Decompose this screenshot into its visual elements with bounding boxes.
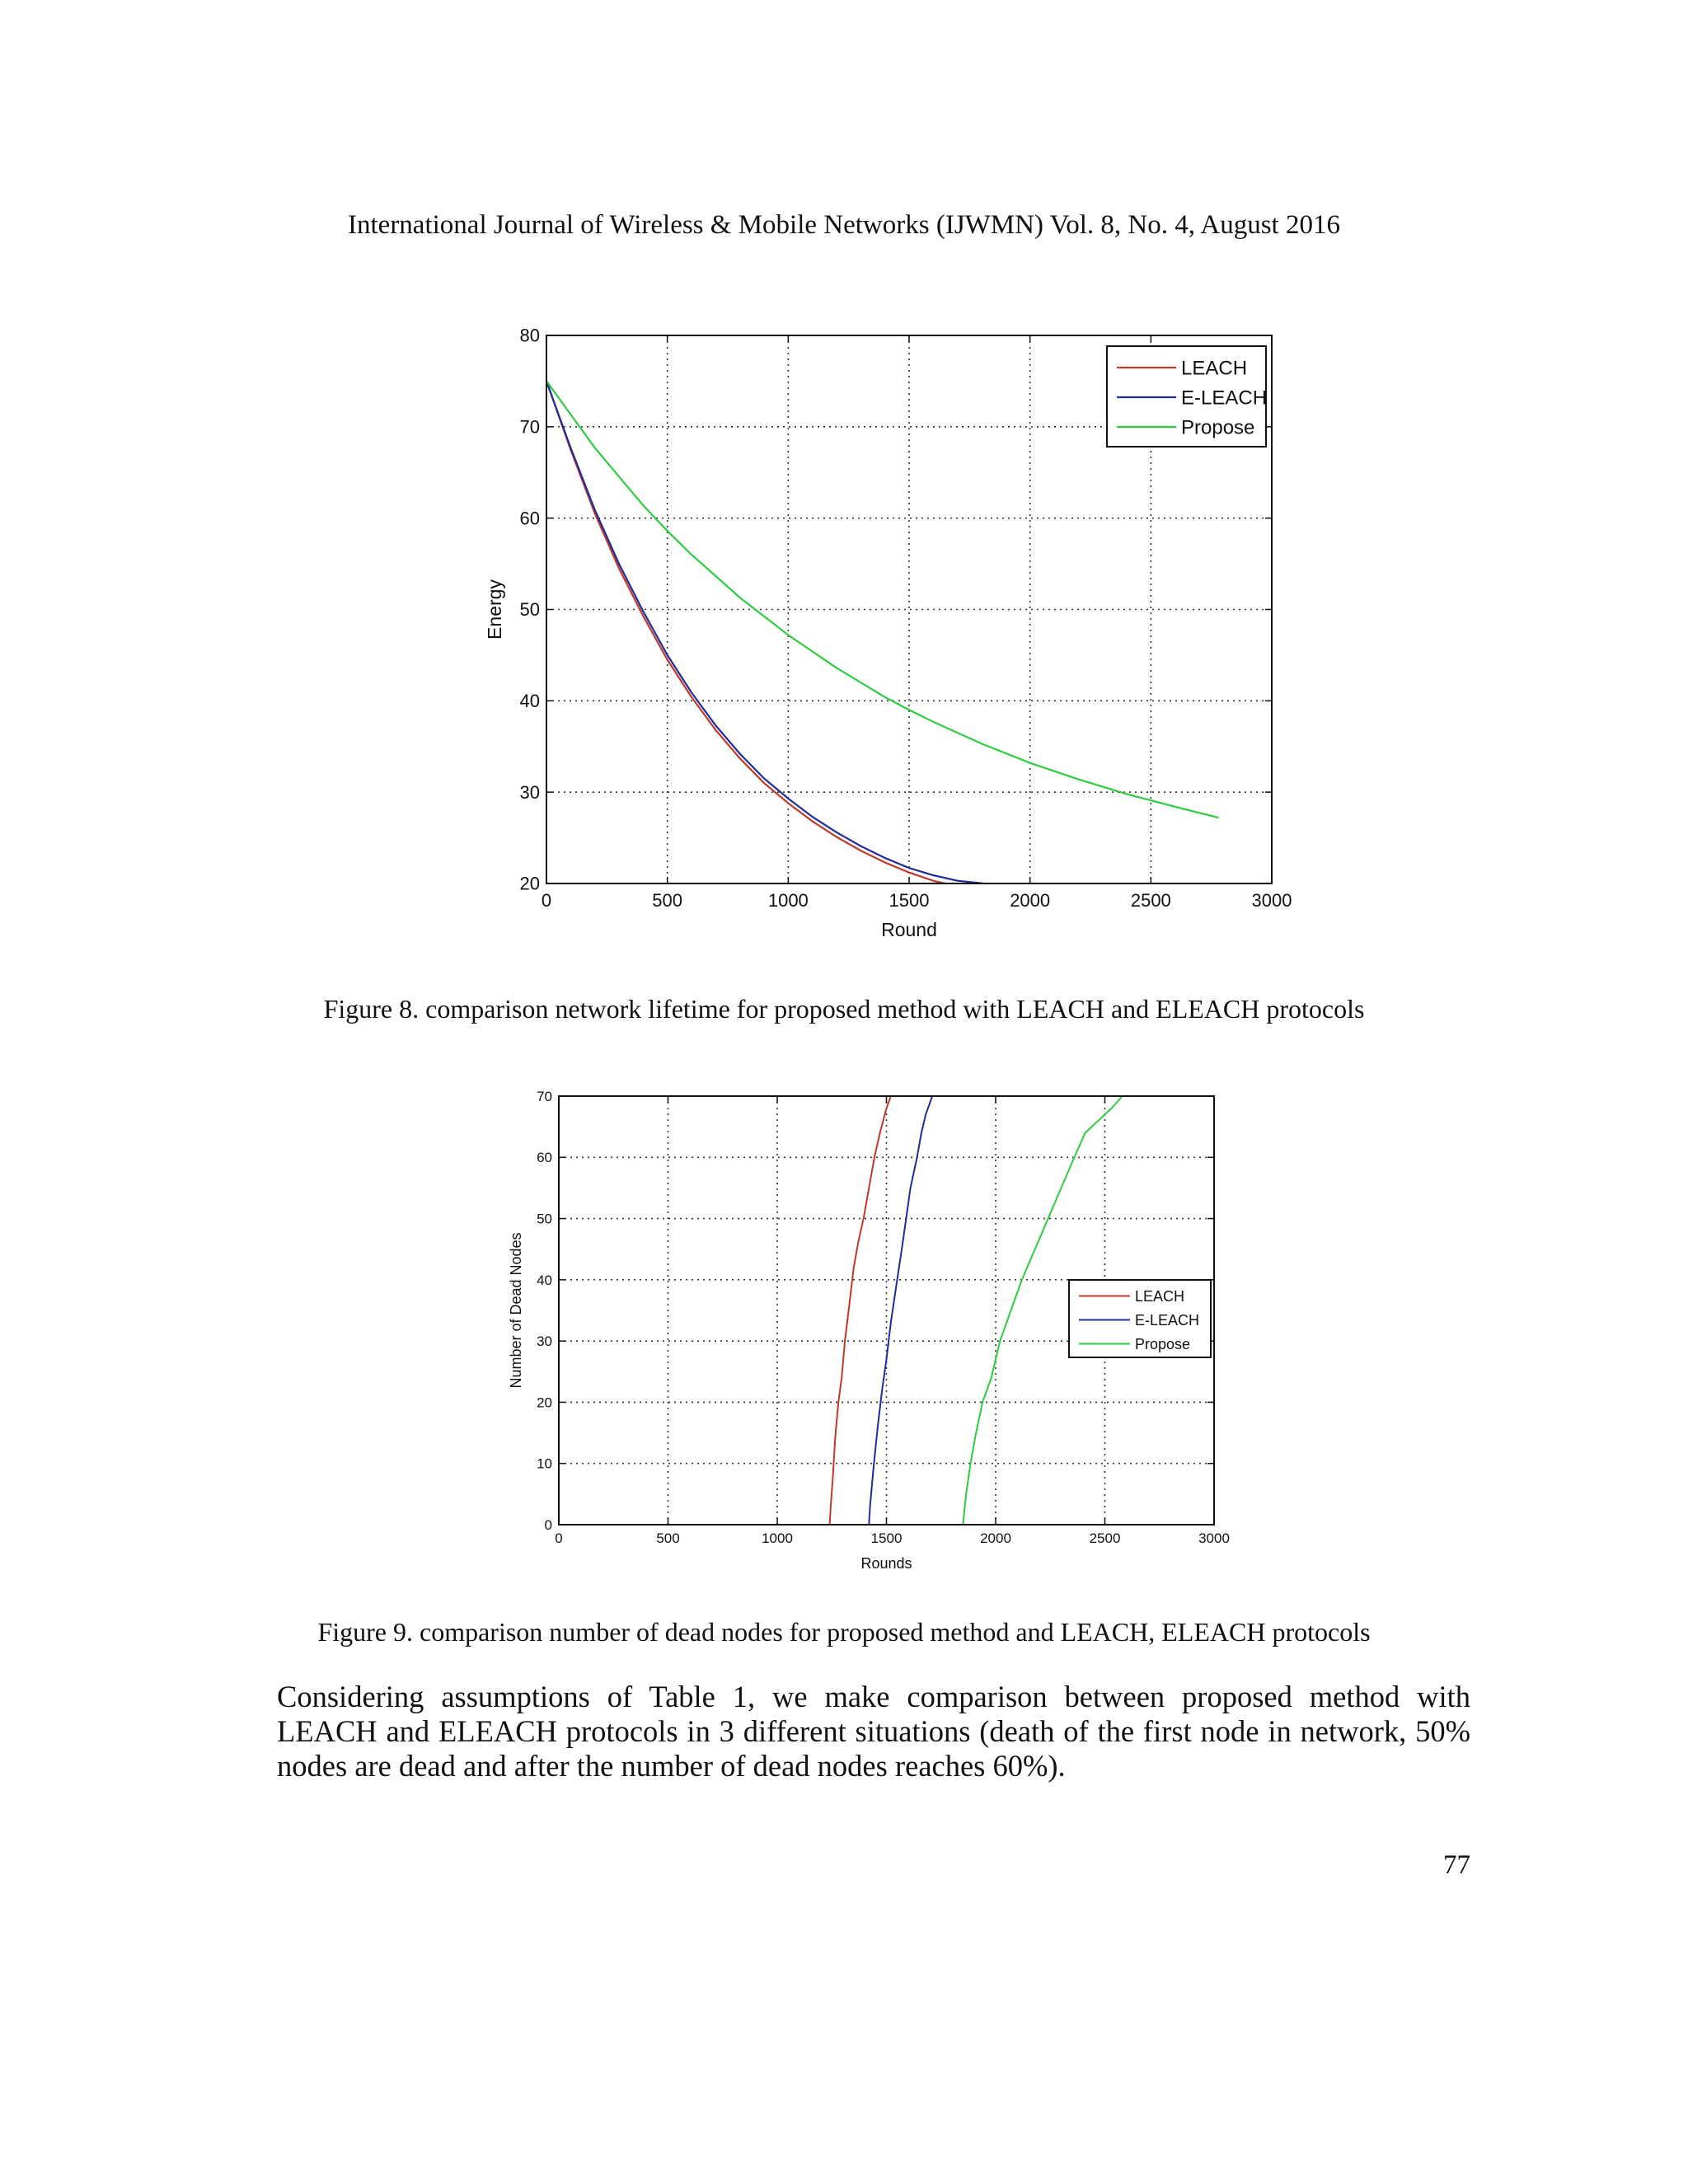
y-tick-label: 80 [519,325,540,346]
body-paragraph: Considering assumptions of Table 1, we make comparison between proposed method with LEACH and ELEACH protocols in 3 different situations (death of the first node in network, 50% nodes are dead and after the number of dead nodes reaches 60%). [277,1680,1470,1783]
y-tick-label: 60 [519,508,540,529]
legend-label-propose: Propose [1135,1335,1191,1352]
x-tick-label: 0 [541,890,552,911]
y-axis-label: Energy [484,579,505,640]
x-tick-label: 1000 [767,890,809,911]
journal-header: International Journal of Wireless & Mobile Networks (IJWMN) Vol. 8, No. 4, August 2016 [348,210,1340,240]
x-tick-label: 1500 [889,890,930,911]
series-line-leach [546,381,945,883]
legend-label-e-leach: E-LEACH [1135,1311,1200,1329]
y-tick-label: 60 [537,1150,552,1166]
y-tick-label: 40 [537,1272,552,1288]
y-tick-label: 40 [519,691,540,712]
x-tick-label: 500 [656,1530,680,1546]
y-tick-label: 30 [519,781,540,803]
x-tick-label: 2500 [1089,1530,1121,1546]
y-tick-label: 20 [537,1394,552,1411]
legend-label-leach: LEACH [1135,1287,1185,1305]
y-tick-label: 50 [519,599,540,621]
y-tick-label: 20 [519,873,540,894]
page-number: 77 [1443,1850,1470,1880]
y-tick-label: 50 [537,1211,552,1227]
x-tick-label: 3000 [1198,1530,1230,1546]
legend-label-leach: LEACH [1181,357,1248,380]
y-tick-label: 0 [544,1516,552,1533]
x-axis-label: Round [881,919,937,940]
series-line-e-leach [546,381,984,883]
x-tick-label: 2000 [980,1530,1011,1546]
x-tick-label: 500 [652,890,683,911]
x-tick-label: 1500 [870,1530,903,1546]
y-tick-label: 70 [537,1088,552,1104]
y-tick-label: 30 [537,1333,552,1350]
x-tick-label: 0 [555,1530,563,1546]
figure-9-dead-nodes-chart [495,1071,1286,1582]
x-tick-label: 2000 [1010,890,1051,911]
y-tick-label: 10 [537,1455,552,1472]
legend-label-propose: Propose [1181,416,1255,439]
figure-8-energy-chart [462,313,1335,956]
energy-chart-svg [462,313,1335,956]
series-line-e-leach [869,1096,932,1525]
x-tick-label: 1000 [762,1530,793,1546]
dead-nodes-chart-svg [495,1071,1286,1582]
x-tick-label: 3000 [1251,890,1292,911]
figure-9-caption: Figure 9. comparison number of dead nodes for proposed method and LEACH, ELEACH protocols [317,1617,1371,1647]
series-line-leach [830,1096,891,1525]
figure-8-caption: Figure 8. comparison network lifetime for proposed method with LEACH and ELEACH protocols [323,994,1365,1024]
x-axis-label: Rounds [860,1555,912,1572]
x-tick-label: 2500 [1130,890,1171,911]
y-tick-label: 70 [519,416,540,438]
y-axis-label: Number of Dead Nodes [508,1232,524,1389]
legend-label-e-leach: E-LEACH [1181,387,1268,410]
